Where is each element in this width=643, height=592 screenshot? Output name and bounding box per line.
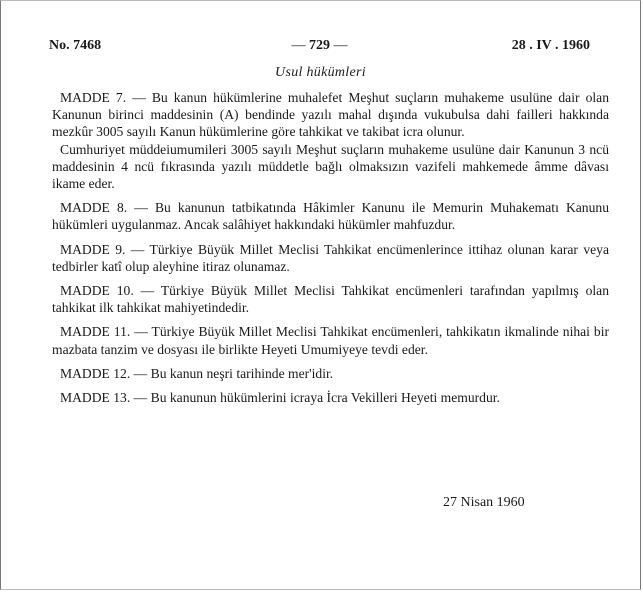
- article-13: MADDE 13. — Bu kanunun hükümlerini icraya İcra Vekilleri Heyeti memurdur.: [60, 390, 500, 406]
- article-7-paragraph-2: Cumhuriyet müddeiumumileri 3005 sayılı Meşhut suçların muhakeme usulüne dair Kanunun 3 ncü maddesinin 4 ncü fıkrasında yazılı müddetle bağlı olmaksızın vazifeli mahkemede âmme dâvası ikame eder.: [52, 141, 609, 192]
- page-number-value: 729: [309, 38, 330, 53]
- document-body: [52, 89, 609, 406]
- article-10: MADDE 10. — Türkiye Büyük Millet Meclisi Tahkikat encümenleri tarafından yapılmış olan tahkikat ilk tahkikat mahiyetindedir.: [52, 283, 609, 316]
- article-7: MADDE 7. — Bu kanun hükümlerine muhalefet Meşhut suçların muhakeme usulüne dair olan Kanunun birinci maddesinin (A) bendinde yazılı mahal dışında vukubulsa dahi failleri hakkında mezkûr 3005 sayılı Kanun hükümlerine göre tahkikat ve takibat icra olunur.: [52, 90, 609, 140]
- article-9: MADDE 9. — Türkiye Büyük Millet Meclisi Tahkikat encümenlerince ittihaz olunan karar veya tedbirler katî olup aleyhine itiraz olunamaz.: [52, 241, 609, 274]
- page-header: [49, 38, 590, 56]
- issue-date: 28 . IV . 1960: [511, 38, 590, 53]
- article-8: MADDE 8. — Bu kanunun tatbikatında Hâkimler Kanunu ile Memurin Muhakematı Kanunu hükümleri uygulanmaz. Ancak salâhiyet hakkındaki hükümler mahfuzdur.: [52, 200, 609, 233]
- gazette-number: No. 7468: [49, 38, 102, 53]
- page-number: — 729 —: [291, 38, 348, 53]
- article-11: MADDE 11. — Türkiye Büyük Millet Meclisi Tahkikat encümenleri, tahkikatın ikmalinde nihai bir mazbata tanzim ve dosyası ile birlikte Heyeti Umumiyeye tevdi eder.: [52, 324, 609, 357]
- section-title: Usul hükümleri: [275, 65, 366, 80]
- article-12: MADDE 12. — Bu kanun neşri tarihinde mer'idir.: [60, 365, 334, 381]
- signature-date: 27 Nisan 1960: [443, 495, 525, 510]
